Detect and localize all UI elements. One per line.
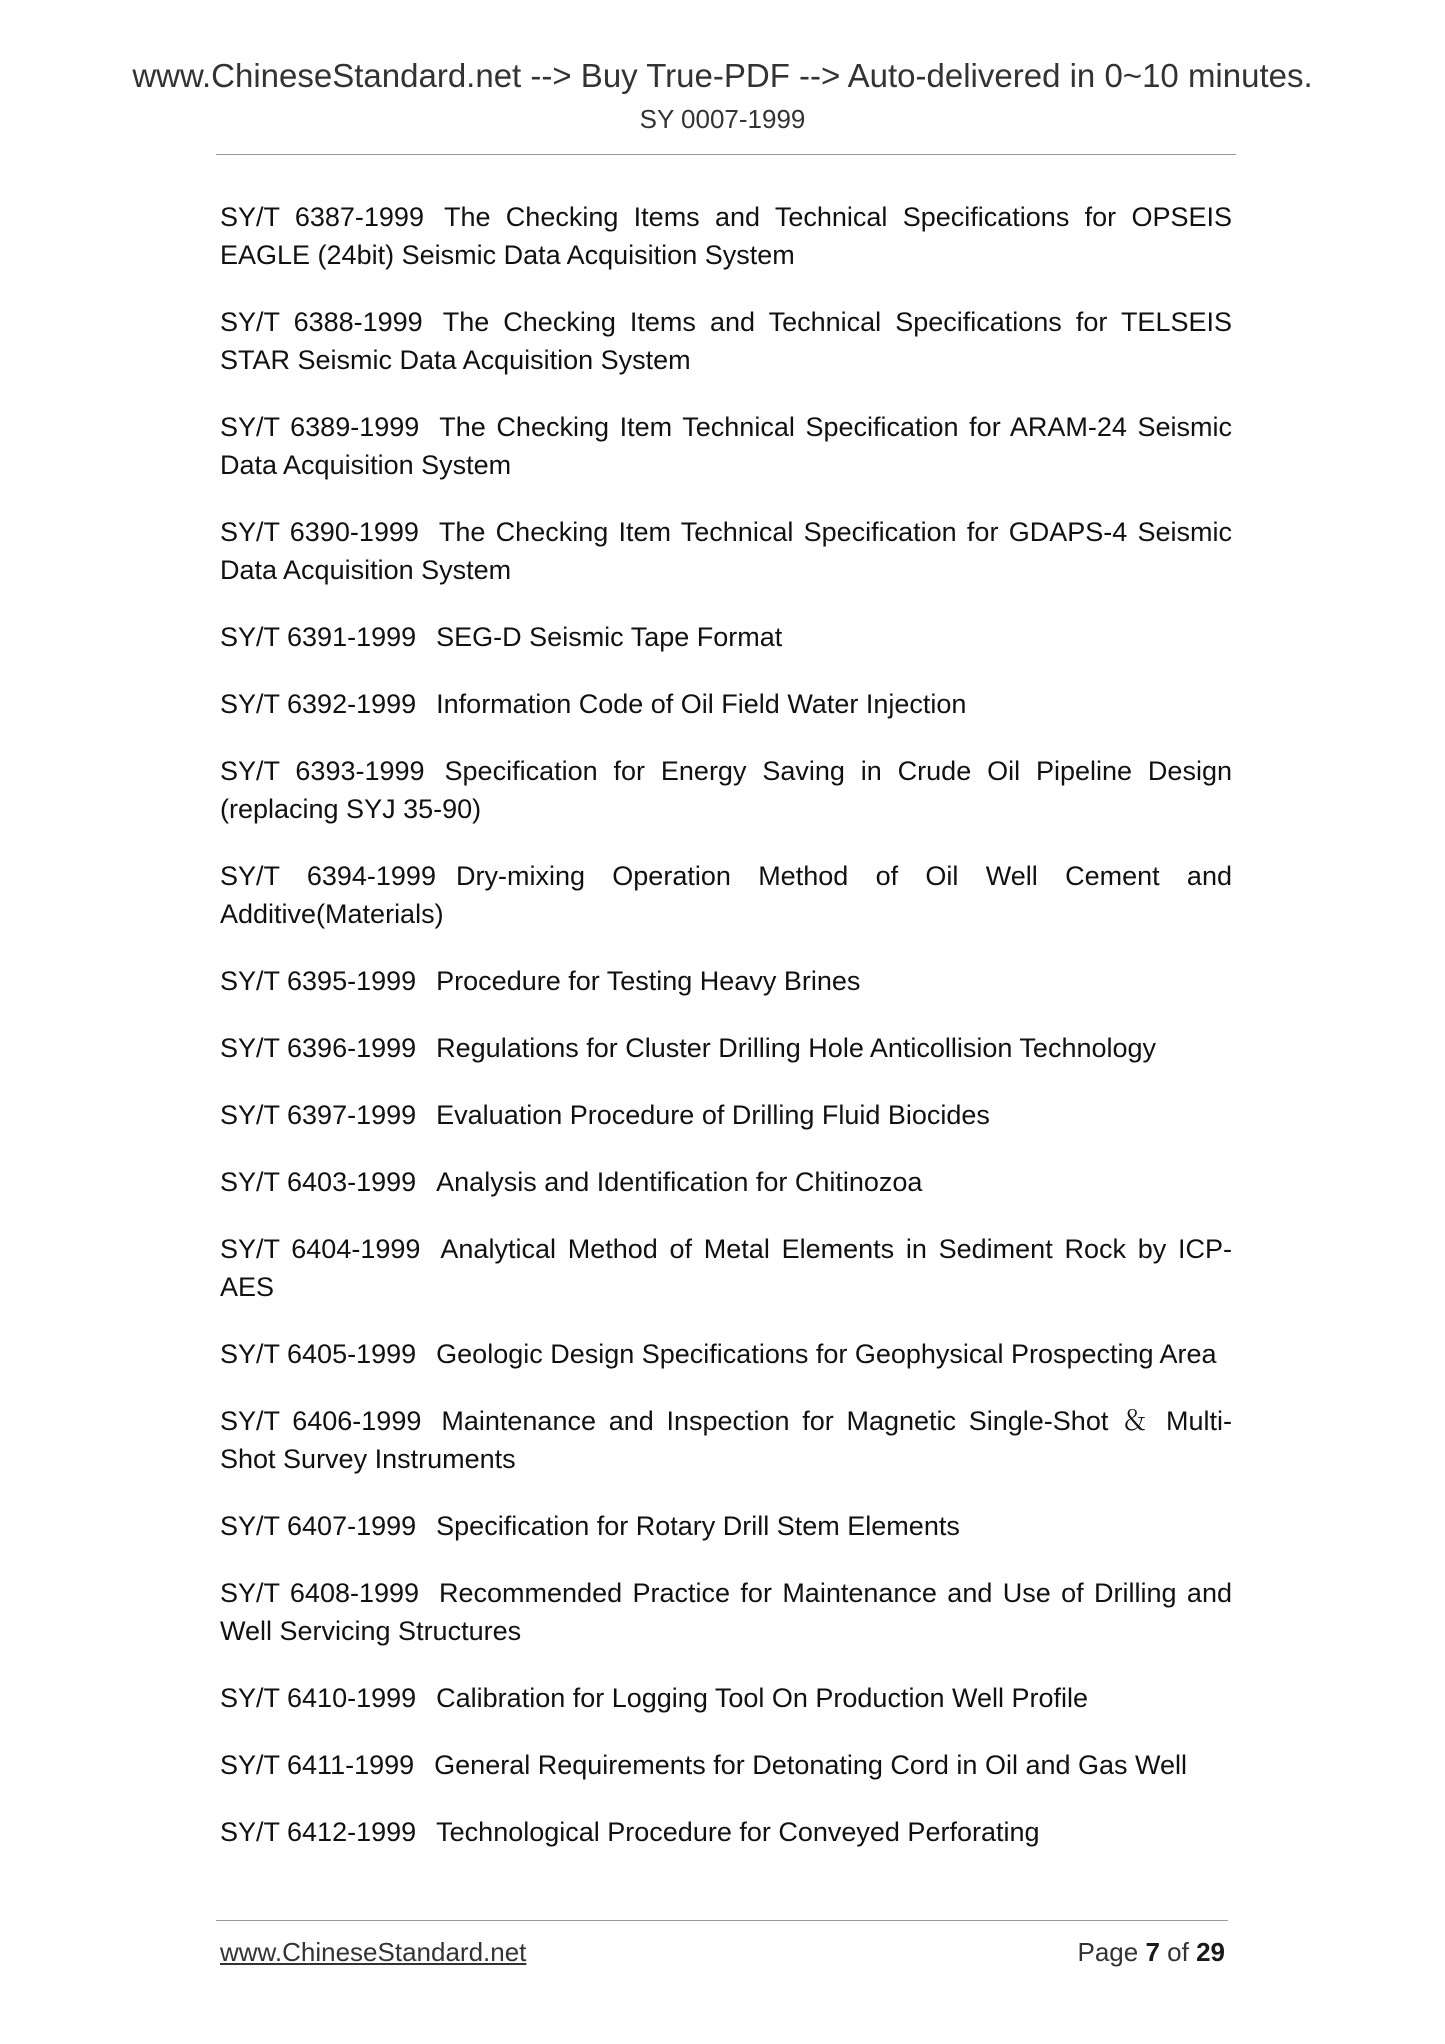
standard-title: The Checking Item Technical Specification for ARAM-24 Seismic Data Acquisition System: [220, 412, 1232, 480]
site-banner: www.ChineseStandard.net --> Buy True-PDF --> Auto-delivered in 0~10 minutes.: [132, 57, 1313, 94]
standard-code: SY/T 6410-1999: [220, 1683, 417, 1713]
document-id: SY 0007-1999: [639, 104, 806, 134]
standard-title: SEG-D Seismic Tape Format: [436, 622, 783, 652]
page-indicator: [1077, 1936, 1225, 1968]
page-of: of: [1167, 1937, 1189, 1967]
page-prefix: Page: [1077, 1937, 1139, 1967]
standard-code: SY/T 6412-1999: [220, 1817, 417, 1847]
footer-divider: [216, 1920, 1228, 1921]
standard-code: SY/T 6390-1999: [220, 517, 419, 547]
standard-code: SY/T 6393-1999: [220, 756, 425, 786]
list-item: [220, 618, 1232, 656]
standard-title: General Requirements for Detonating Cord in Oil and Gas Well: [434, 1750, 1188, 1780]
list-item: [220, 1746, 1232, 1784]
list-item: [220, 1230, 1232, 1306]
list-item: [220, 752, 1232, 828]
standard-title: Specification for Energy Saving in Crude Oil Pipeline Design (replacing SYJ 35-90): [220, 756, 1232, 824]
standard-code: SY/T 6395-1999: [220, 966, 417, 996]
list-item: [220, 1163, 1232, 1201]
list-item: [220, 685, 1232, 723]
standard-title: Dry-mixing Operation Method of Oil Well Cement and Additive(Materials): [220, 861, 1232, 929]
list-item: [220, 1574, 1232, 1650]
standard-title: Regulations for Cluster Drilling Hole Anticollision Technology: [436, 1033, 1157, 1063]
standard-title: Maintenance and Inspection for Magnetic Single-Shot ＆ Multi-Shot Survey Instruments: [220, 1406, 1232, 1474]
standard-code: SY/T 6391-1999: [220, 622, 417, 652]
standard-title: The Checking Items and Technical Specifications for OPSEIS EAGLE (24bit) Seismic Data Acquisition System: [220, 202, 1232, 270]
standard-code: SY/T 6394-1999: [220, 861, 436, 891]
standard-title: Analytical Method of Metal Elements in Sediment Rock by ICP-AES: [220, 1234, 1232, 1302]
list-item: [220, 1813, 1232, 1851]
standard-code: SY/T 6389-1999: [220, 412, 420, 442]
standard-code: SY/T 6407-1999: [220, 1511, 417, 1541]
standard-title: Procedure for Testing Heavy Brines: [436, 966, 861, 996]
list-item: [220, 1029, 1232, 1067]
standard-title: Evaluation Procedure of Drilling Fluid Biocides: [436, 1100, 990, 1130]
list-item: [220, 513, 1232, 589]
header-divider: [216, 154, 1236, 155]
list-item: [220, 962, 1232, 1000]
standard-code: SY/T 6406-1999: [220, 1406, 422, 1436]
list-item: [220, 303, 1232, 379]
list-item: [220, 1096, 1232, 1134]
list-item: [220, 1335, 1232, 1373]
standard-code: SY/T 6408-1999: [220, 1578, 420, 1608]
standard-code: SY/T 6392-1999: [220, 689, 417, 719]
standard-title: Information Code of Oil Field Water Injection: [436, 689, 967, 719]
standard-code: SY/T 6404-1999: [220, 1234, 421, 1264]
standard-code: SY/T 6388-1999: [220, 307, 423, 337]
standard-title: Specification for Rotary Drill Stem Elements: [436, 1511, 960, 1541]
standard-code: SY/T 6405-1999: [220, 1339, 417, 1369]
standards-list: [220, 198, 1232, 1880]
list-item: [220, 1679, 1232, 1717]
standard-title: Analysis and Identification for Chitinozoa: [436, 1167, 923, 1197]
standard-code: SY/T 6387-1999: [220, 202, 424, 232]
standard-title: Geologic Design Specifications for Geophysical Prospecting Area: [436, 1339, 1217, 1369]
list-item: [220, 857, 1232, 933]
standard-code: SY/T 6403-1999: [220, 1167, 417, 1197]
list-item: [220, 1402, 1232, 1478]
footer-site-link[interactable]: www.ChineseStandard.net: [220, 1937, 527, 1967]
standard-title: Technological Procedure for Conveyed Perforating: [436, 1817, 1040, 1847]
standard-title: Recommended Practice for Maintenance and Use of Drilling and Well Servicing Structures: [220, 1578, 1232, 1646]
list-item: [220, 1507, 1232, 1545]
page-current: 7: [1145, 1937, 1160, 1967]
page-total: 29: [1196, 1937, 1225, 1967]
standard-title: The Checking Item Technical Specification for GDAPS-4 Seismic Data Acquisition System: [220, 517, 1232, 585]
standard-code: SY/T 6397-1999: [220, 1100, 417, 1130]
standard-code: SY/T 6411-1999: [220, 1750, 415, 1780]
standard-code: SY/T 6396-1999: [220, 1033, 417, 1063]
list-item: [220, 198, 1232, 274]
standard-title: The Checking Items and Technical Specifications for TELSEIS STAR Seismic Data Acquisition System: [220, 307, 1232, 375]
standard-title: Calibration for Logging Tool On Production Well Profile: [436, 1683, 1089, 1713]
list-item: [220, 408, 1232, 484]
